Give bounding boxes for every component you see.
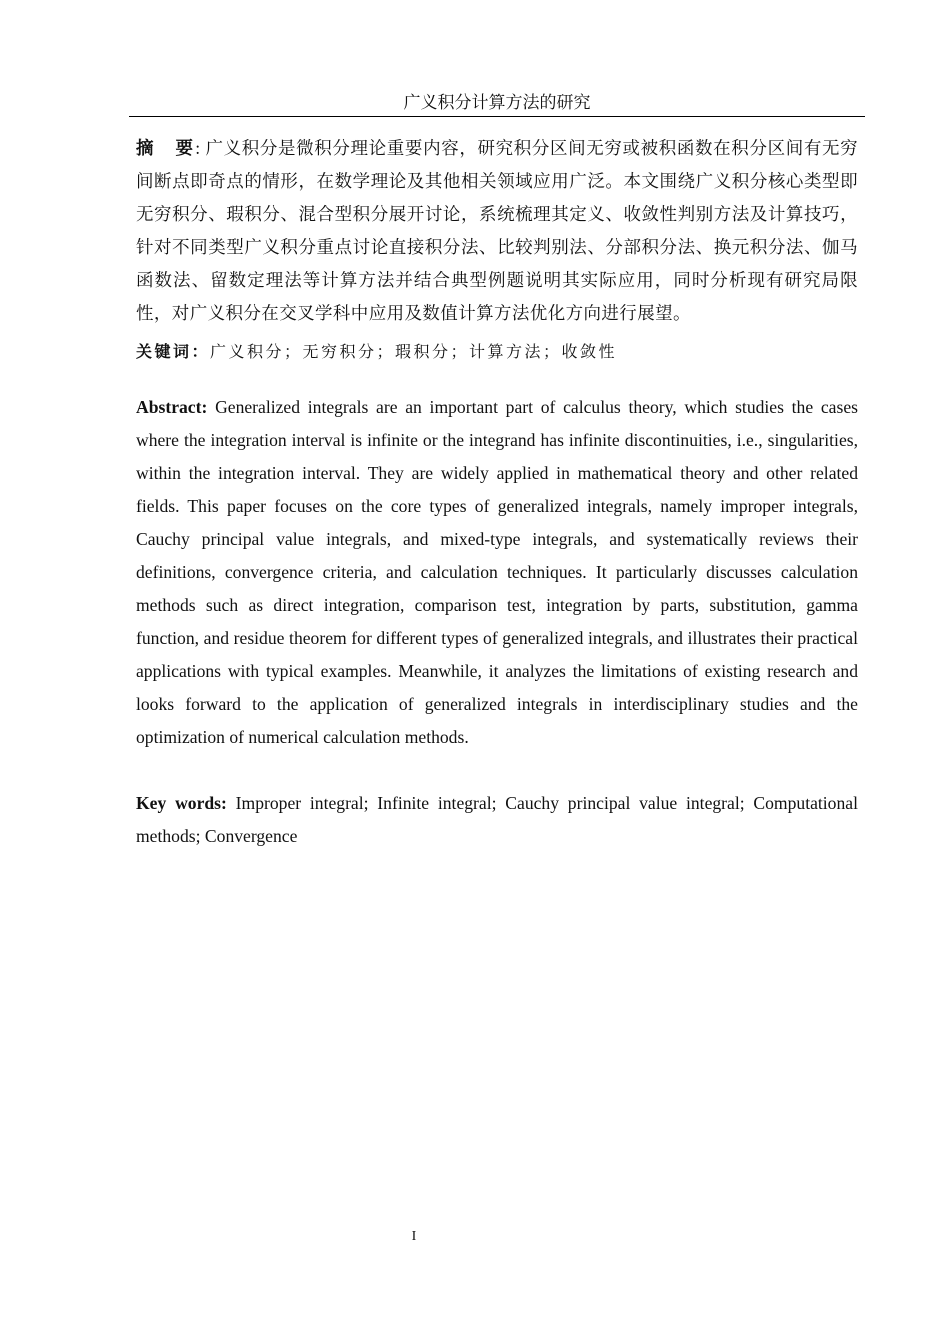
chinese-keywords-label: 关键词：: [136, 344, 211, 361]
page-header-title: 广义积分计算方法的研究: [403, 93, 591, 112]
chinese-abstract: [136, 132, 858, 330]
chinese-abstract-text: 广义积分是微积分理论重要内容，研究积分区间无穷或被积函数在积分区间有无穷间断点即奇点的情形，在数学理论及其他相关领域应用广泛。本文围绕广义积分核心类型即无穷积分、瑕积分、混合型积分展开讨论，系统梳理其定义、收敛性判别方法及计算技巧，针对不同类型广义积分重点讨论直接积分法、比较判别法、分部积分法、换元积分法、伽马函数法、留数定理法等计算方法并结合典型例题说明其实际应用，同时分析现有研究局限性，对广义积分在交叉学科中应用及数值计算方法优化方向进行展望。: [136, 138, 859, 323]
page-header: [129, 92, 865, 117]
english-abstract: [136, 391, 858, 754]
english-keywords-label: Key words:: [136, 793, 227, 813]
english-abstract-label: Abstract:: [136, 397, 208, 417]
english-keywords: [136, 787, 858, 853]
chinese-abstract-separator: :: [195, 138, 206, 158]
chinese-abstract-label: 摘 要: [136, 138, 196, 158]
english-abstract-text: Generalized integrals are an important part of calculus theory, which studies the cases where the integration interval is infinite or the integrand has infinite discontinuities, i.e., singularities, within the integration interval. They are widely applied in mathematical theory and other related fields. This paper focuses on the core types of generalized integrals, namely improper integrals, Cauchy principal value integrals, and mixed-type integrals, and systematically reviews their definitions, convergence criteria, and calculation techniques. It particularly discusses calculation methods such as direct integration, comparison test, integration by parts, substitution, gamma function, and residue theorem for different types of generalized integrals, and illustrates their practical applications with typical examples. Meanwhile, it analyzes the limitations of existing research and looks forward to the application of generalized integrals in interdisciplinary studies and the optimization of numerical calculation methods.: [136, 397, 858, 747]
abstract-section: [136, 132, 858, 853]
chinese-keywords-text: 广义积分；无穷积分；瑕积分；计算方法；收敛性: [210, 344, 618, 361]
chinese-keywords: [136, 338, 858, 368]
page-number: I: [411, 1229, 417, 1244]
english-keywords-text: Improper integral; Infinite integral; Cauchy principal value integral; Computational methods; Convergence: [136, 793, 858, 846]
